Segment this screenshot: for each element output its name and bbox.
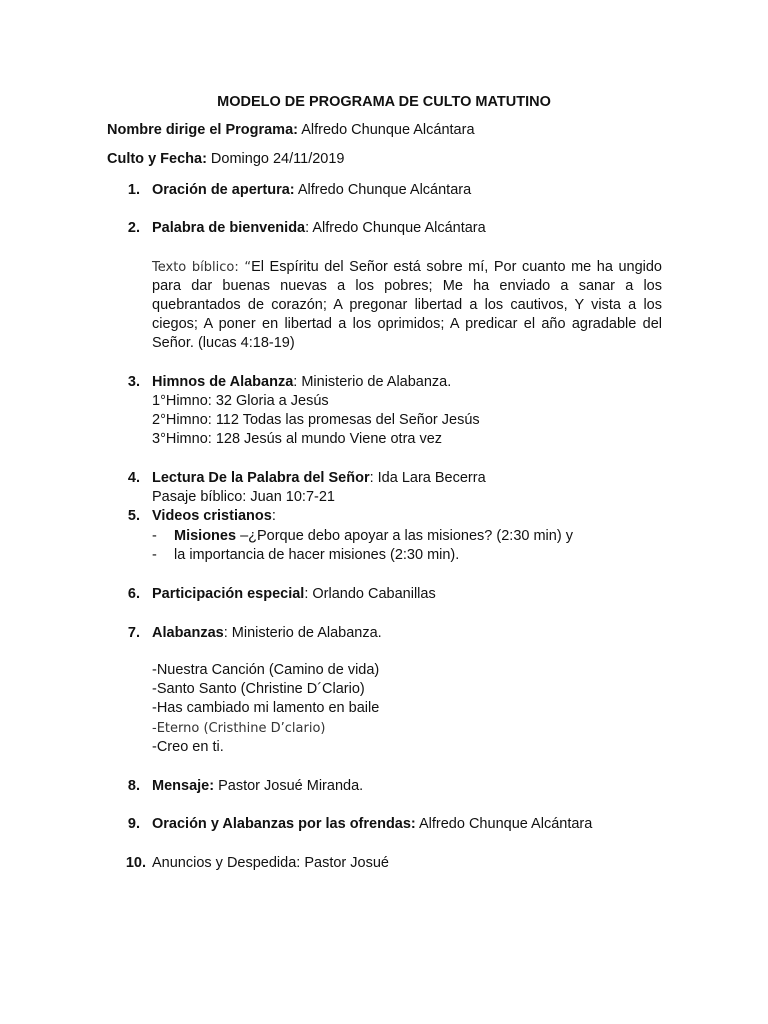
program-leader-value: Alfredo Chunque Alcántara	[297, 122, 475, 138]
item-label: Mensaje:	[152, 778, 215, 794]
item-value: : Orlando Cabanillas	[304, 586, 436, 602]
song-line: -Nuestra Canción (Camino de vida)	[152, 662, 380, 678]
item-value: : Ida Lara Becerra	[369, 470, 486, 486]
item-label: Himnos de Alabanza	[152, 374, 294, 390]
item-label: Oración de apertura:	[152, 182, 295, 198]
song-line: -Santo Santo (Christine D´Clario)	[152, 681, 365, 697]
item-number: 6.	[127, 586, 140, 602]
song-line: -Eterno (Cristhine D’clario)	[152, 721, 326, 736]
item-number: 3.	[127, 374, 140, 390]
item-value: Alfredo Chunque Alcántara	[415, 816, 593, 832]
verse-line: para dar buenas nuevas a los pobres; Me ha enviado a sanar a los	[152, 278, 662, 294]
verse-line: quebrantados de corazón; A pregonar libertad a los cautivos, Y vista a los	[152, 297, 662, 313]
item-number: 2.	[127, 220, 140, 236]
item-number: 7.	[127, 625, 140, 641]
video-bullet-text: –¿Porque debo apoyar a las misiones? (2:30 min) y	[236, 528, 573, 544]
verse-line	[152, 258, 662, 277]
item-value: : Alfredo Chunque Alcántara	[305, 220, 486, 236]
item-special-participation	[152, 585, 436, 604]
item-label: Oración y Alabanzas por las ofrendas:	[152, 816, 416, 832]
verse-text: El Espíritu del Señor está sobre mí, Por cuanto me ha ungido	[251, 259, 662, 275]
item-announcements	[152, 854, 389, 873]
song-line: -Creo en ti.	[152, 739, 224, 755]
video-bullet-bold: Misiones	[174, 528, 237, 544]
item-number: 5.	[127, 508, 140, 524]
bullet-dash: -	[152, 547, 157, 563]
verse-line: Señor. (lucas 4:18-19)	[152, 335, 295, 351]
document-title: MODELO DE PROGRAMA DE CULTO MATUTINO	[217, 94, 551, 110]
item-label: Lectura De la Palabra del Señor	[152, 470, 370, 486]
item-praises	[152, 624, 382, 643]
item-value: Pastor Josué Miranda.	[214, 778, 364, 794]
verse-label: Texto bíblico: “	[152, 260, 252, 275]
item-label: Participación especial	[152, 586, 305, 602]
video-bullet: la importancia de hacer misiones (2:30 min).	[174, 547, 460, 563]
item-value: Anuncios y Despedida: Pastor Josué	[152, 855, 389, 871]
item-number: 4.	[127, 470, 140, 486]
item-message	[152, 777, 363, 796]
item-offering-prayer	[152, 815, 592, 834]
reading-passage: Pasaje bíblico: Juan 10:7-21	[152, 489, 335, 505]
item-value: Alfredo Chunque Alcántara	[294, 182, 472, 198]
item-number: 8.	[127, 778, 140, 794]
item-label: Palabra de bienvenida	[152, 220, 306, 236]
item-number: 9.	[127, 816, 140, 832]
item-number: 10.	[125, 855, 146, 871]
program-leader-label: Nombre dirige el Programa:	[107, 122, 298, 138]
item-value: :	[271, 508, 276, 524]
service-date-label: Culto y Fecha:	[107, 151, 207, 167]
song-line: -Has cambiado mi lamento en baile	[152, 700, 380, 716]
hymn-line: 2°Himno: 112 Todas las promesas del Señor Jesús	[152, 412, 480, 428]
item-opening-prayer	[152, 181, 471, 200]
item-value: : Ministerio de Alabanza.	[293, 374, 452, 390]
video-bullet	[174, 527, 573, 546]
item-value: : Ministerio de Alabanza.	[223, 625, 382, 641]
item-hymns	[152, 373, 451, 392]
item-label: Alabanzas	[152, 625, 224, 641]
item-videos	[152, 507, 276, 526]
item-welcome	[152, 219, 486, 238]
bullet-dash: -	[152, 528, 157, 544]
program-leader-line	[107, 121, 475, 140]
service-date-value: Domingo 24/11/2019	[206, 151, 345, 167]
service-date-line	[107, 150, 345, 169]
verse-line: ciegos; A poner en libertad a los oprimidos; A predicar el año agradable del	[152, 316, 662, 332]
hymn-line: 3°Himno: 128 Jesús al mundo Viene otra vez	[152, 431, 443, 447]
item-label: Videos cristianos	[152, 508, 272, 524]
item-number: 1.	[127, 182, 140, 198]
item-reading	[152, 469, 486, 488]
hymn-line: 1°Himno: 32 Gloria a Jesús	[152, 393, 329, 409]
